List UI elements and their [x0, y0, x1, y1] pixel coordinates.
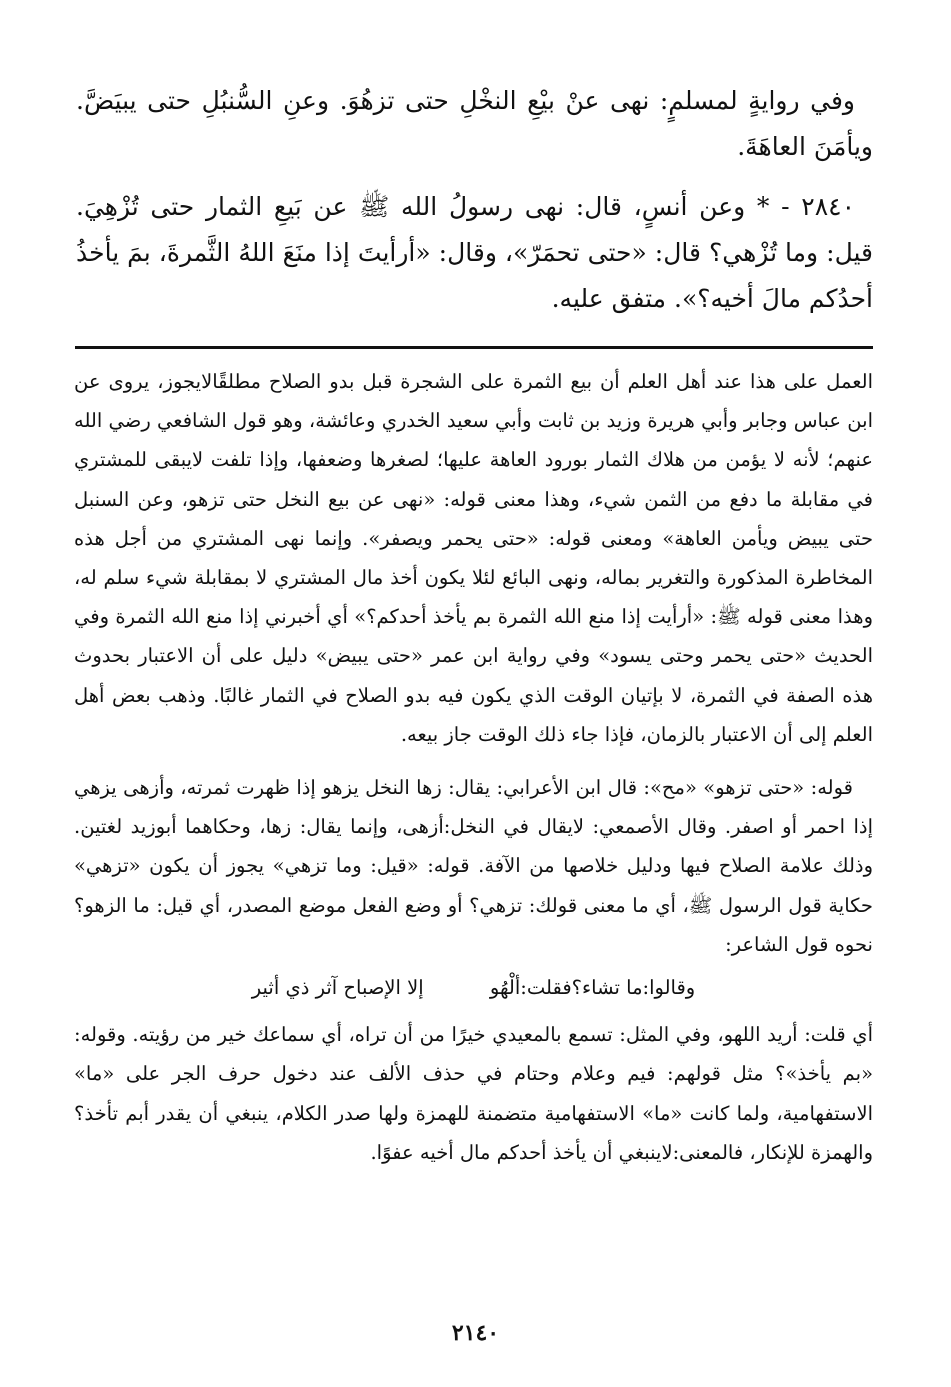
footnote-divider	[75, 346, 873, 349]
muslim-narration-paragraph: وفي روايةٍ لمسلمٍ: نهى عنْ بيْعِ النخْلِ حتى تزهُوَ. وعنِ السُّنبُلِ حتى يبيَضَّ. ويأمَنَ العاهَةَ.	[76, 86, 873, 161]
commentary-paragraph-2: قوله: «حتى تزهو» «مح»: قال ابن الأعرابي: يقال: زها النخل يزهو إذا ظهرت ثمرته، وأزهى يزهي إذا احمر أو اصفر. وقال الأصمعي: لايقال في النخل:أزهى، وإنما يقال: زها، وحكاهما أبوزيد لغتين. وذلك علامة الصلاح فيها ودليل خلاصها من الآفة. قوله: «قيل: وما تزهي» يجوز أن يكون «تزهي» حكاية قول الرسول ﷺ، أي ما معنى قولك: تزهي؟ أو وضع الفعل موضع المصدر، أي قيل: ما الزهو؟ نحوه قول الشاعر:	[74, 776, 873, 956]
poetry-verse	[74, 968, 873, 1007]
verse-first-hemistich: وقالوا:ما تشاء؟فقلت:ألْهُو	[489, 976, 696, 1000]
page-number: ٢١٤٠	[451, 1320, 500, 1346]
main-text	[76, 78, 873, 322]
hadith-2840-paragraph: ٢٨٤٠ - * وعن أنسٍ، قال: نهى رسولُ الله ﷺ عن بَيعِ الثمار حتى تُزْهِيَ. قيل: وما تُزْهي؟ قال: «حتى تحمَرّ»، وقال: «أرأيتَ إذا منَعَ اللهُ الثَّمرةَ، بمَ يأخذُ أحدُكم مالَ أخيه؟». متفق عليه.	[76, 192, 873, 313]
verse-second-hemistich: إلا الإصباح آثر ذي أثير	[251, 976, 424, 1000]
commentary-section	[74, 362, 873, 1172]
commentary-paragraph-3: أي قلت: أريد اللهو، وفي المثل: تسمع بالمعيدي خيرًا من أن تراه، أي سماعك خير من رؤيته. وقوله: «بم يأخذ»؟ مثل قولهم: فيم وعلام وحتام في حذف الألف عند دخول حرف الجر على «ما» الاستفهامية، ولما كانت «ما» الاستفهامية متضمنة للهمزة ولها صدر الكلام، ينبغي أن يقدر أبم تأخذ؟ والهمزة للإنكار، فالمعنى:لاينبغي أن يأخذ أحدكم مال أخيه عفوًا.	[74, 1023, 873, 1164]
commentary-paragraph-1: العمل على هذا عند أهل العلم أن بيع الثمرة على الشجرة قبل بدو الصلاح مطلقًالايجوز، يروى عن ابن عباس وجابر وأبي هريرة وزيد بن ثابت وأبي سعيد الخدري وعائشة، وهو قول الشافعي رضي الله عنهم؛ لأنه لا يؤمن من هلاك الثمار بورود العاهة عليها؛ لصغرها وضعفها، وإذا تلفت لايبقى للمشتري في مقابلة ما دفع من الثمن شيء، وهذا معنى قوله: «نهى عن بيع النخل حتى تزهو، وعن السنبل حتى يبيض ويأمن العاهة» ومعنى قوله: «حتى يحمر ويصفر». وإنما نهى المشتري من أجل هذه المخاطرة المذكورة والتغرير بماله، ونهى البائع لئلا يكون أخذ مال المشتري لا بمقابلة شيء سلم له، وهذا معنى قوله ﷺ: «أرأيت إذا منع الله الثمرة بم يأخذ أحدكم؟» أي أخبرني إذا منع الله الثمرة وفي الحديث «حتى يحمر وحتى يسود» وفي رواية ابن عمر «حتى يبيض» دليل على أن الاعتبار بحدوث هذه الصفة في الثمرة، لا بإتيان الوقت الذي يكون فيه بدو الصلاح في الثمار غالبًا. وذهب بعض أهل العلم إلى أن الاعتبار بالزمان، فإذا جاء ذلك الوقت جاز بيعه.	[74, 370, 873, 746]
